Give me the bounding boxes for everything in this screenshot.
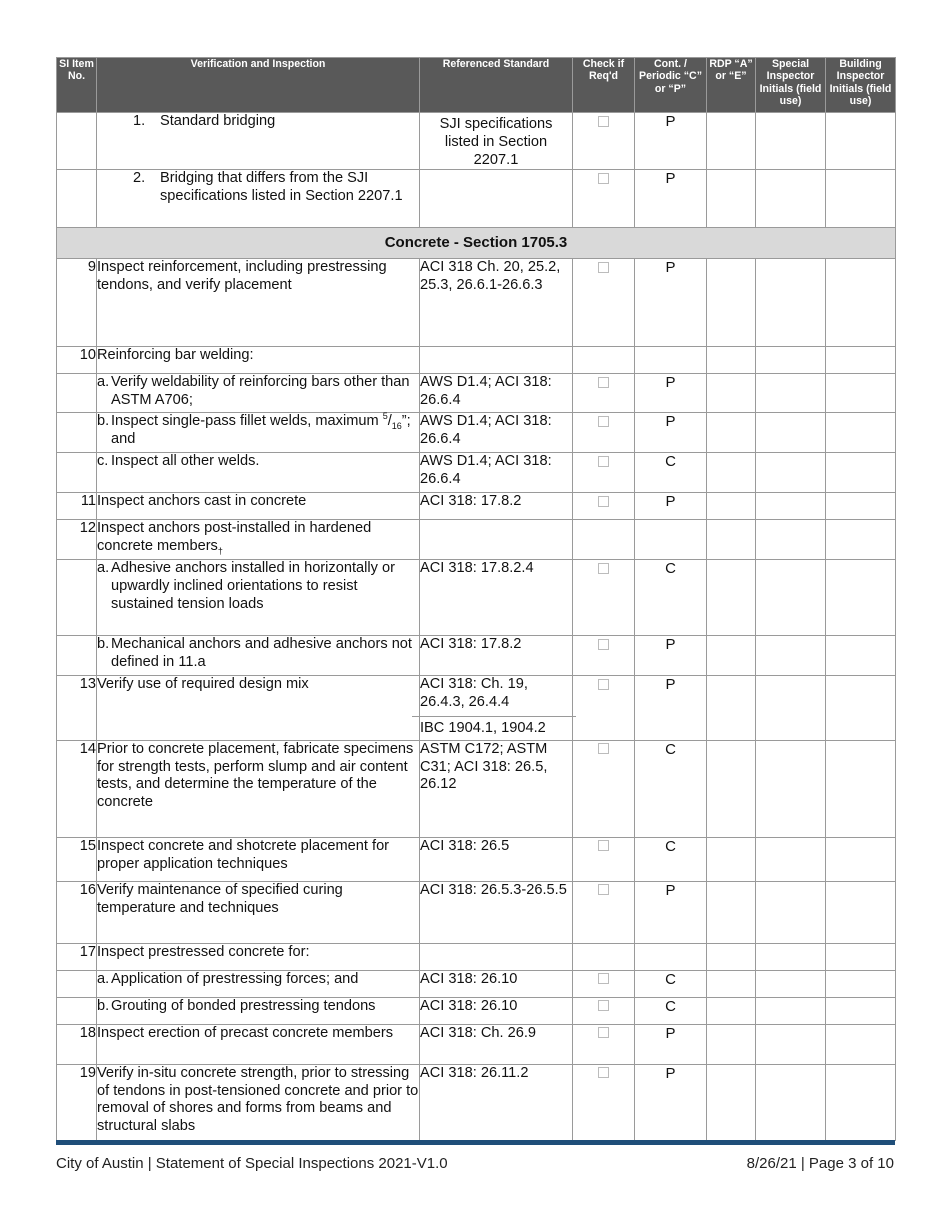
item-text: Inspect all other welds. (111, 453, 260, 470)
header-special-inspector: Special Inspector Initials (field use) (756, 58, 826, 113)
table-row (57, 493, 896, 520)
item-text: Adhesive anchors installed in horizontally or upwardly inclined orientations to resist sustained tension loads (111, 560, 395, 612)
special-initials-cell[interactable] (756, 1024, 826, 1064)
building-initials-cell[interactable] (826, 970, 896, 997)
referenced-standard: ACI 318: 26.10 (420, 997, 573, 1024)
referenced-standard: ACI 318 Ch. 20, 25.2, 25.3, 26.6.1-26.6.3 (420, 259, 573, 347)
referenced-standard: ACI 318: 17.8.2.4 (420, 560, 573, 636)
table-row (57, 636, 896, 676)
item-number: 2. (133, 170, 146, 187)
item-no: 13 (57, 676, 97, 740)
special-initials-cell[interactable] (756, 970, 826, 997)
item-no: 11 (57, 493, 97, 520)
item-text: Inspect prestressed concrete for: (97, 943, 420, 970)
cont-periodic-value: P (635, 113, 707, 170)
check-box[interactable] (598, 416, 609, 427)
item-number: 1. (133, 113, 146, 129)
cont-periodic-value: C (635, 997, 707, 1024)
building-initials-cell[interactable] (826, 1024, 896, 1064)
check-box[interactable] (598, 679, 609, 690)
rdp-cell[interactable] (707, 676, 756, 740)
rdp-cell[interactable] (707, 970, 756, 997)
table-row (57, 970, 896, 997)
item-letter: b. (97, 413, 110, 430)
item-no: 18 (57, 1024, 97, 1064)
table-row (57, 520, 896, 560)
cont-periodic-value: P (635, 170, 707, 228)
building-initials-cell[interactable] (826, 493, 896, 520)
building-initials-cell[interactable] (826, 740, 896, 837)
cont-periodic-value: C (635, 837, 707, 881)
check-box[interactable] (598, 840, 609, 851)
building-initials-cell[interactable] (826, 113, 896, 170)
header-item-no: SI Item No. (57, 58, 97, 113)
special-initials-cell[interactable] (756, 997, 826, 1024)
cont-periodic-value: P (635, 676, 707, 740)
special-initials-cell[interactable] (756, 493, 826, 520)
rdp-cell[interactable] (707, 259, 756, 347)
check-box[interactable] (598, 743, 609, 754)
item-letter: b. (97, 636, 110, 653)
building-initials-cell[interactable] (826, 453, 896, 493)
table-row (57, 740, 896, 837)
header-building-inspector: Building Inspector Initials (field use) (826, 58, 896, 113)
item-text: Application of prestressing forces; and (111, 970, 359, 987)
item-no: 19 (57, 1064, 97, 1140)
referenced-standard: ACI 318: 17.8.2 (420, 493, 573, 520)
special-initials-cell[interactable] (756, 453, 826, 493)
item-text: Verify use of required design mix (97, 676, 420, 740)
special-initials-cell[interactable] (756, 374, 826, 413)
rdp-cell[interactable] (707, 493, 756, 520)
rdp-cell[interactable] (707, 881, 756, 943)
special-initials-cell[interactable] (756, 881, 826, 943)
referenced-standard: AWS D1.4; ACI 318: 26.6.4 (420, 453, 573, 493)
item-letter: a. (97, 970, 110, 987)
item-text: Mechanical anchors and adhesive anchors not defined in 11.a (111, 636, 412, 671)
section-header-row (57, 228, 896, 259)
footer-divider (56, 1140, 895, 1145)
rdp-cell[interactable] (707, 374, 756, 413)
building-initials-cell[interactable] (826, 170, 896, 228)
special-initials-cell[interactable] (756, 170, 826, 228)
item-text: Bridging that differs from the SJI specifications listed in Section 2207.1 (160, 170, 403, 205)
item-text: Inspect reinforcement, including prestressing tendons, and verify placement (97, 259, 420, 347)
referenced-standard: ACI 318: 26.5.3-26.5.5 (420, 881, 573, 943)
rdp-cell[interactable] (707, 740, 756, 837)
referenced-standard: ACI 318: 26.10 (420, 970, 573, 997)
check-box[interactable] (598, 1000, 609, 1011)
check-box[interactable] (598, 262, 609, 273)
inspection-table (56, 57, 896, 1141)
item-no: 15 (57, 837, 97, 881)
referenced-standard: ACI 318: 17.8.2 (420, 636, 573, 676)
referenced-standard: ASTM C172; ASTM C31; ACI 318: 26.5, 26.12 (420, 740, 573, 837)
table-row (57, 113, 896, 170)
item-no: 12 (57, 520, 97, 560)
cont-periodic-value: P (635, 413, 707, 453)
special-initials-cell[interactable] (756, 259, 826, 347)
special-initials-cell[interactable] (756, 560, 826, 636)
header-check: Check if Req'd (573, 58, 635, 113)
item-text: Reinforcing bar welding: (97, 347, 420, 374)
check-box[interactable] (598, 173, 609, 184)
cont-periodic-value: P (635, 636, 707, 676)
special-initials-cell[interactable] (756, 1064, 826, 1140)
table-row (57, 170, 896, 228)
rdp-cell[interactable] (707, 113, 756, 170)
section-title: Concrete - Section 1705.3 (57, 228, 896, 259)
header-cont-periodic: Cont. / Periodic “C” or “P” (635, 58, 707, 113)
referenced-standard-secondary: IBC 1904.1, 1904.2 (412, 716, 576, 740)
special-initials-cell[interactable] (756, 636, 826, 676)
building-initials-cell[interactable] (826, 837, 896, 881)
building-initials-cell[interactable] (826, 413, 896, 453)
cont-periodic-value: P (635, 374, 707, 413)
table-row (57, 837, 896, 881)
rdp-cell[interactable] (707, 1024, 756, 1064)
check-box[interactable] (598, 563, 609, 574)
item-text: Inspect anchors post-installed in hardened concrete members (97, 520, 372, 555)
referenced-standard: ACI 318: 26.11.2 (420, 1064, 573, 1140)
referenced-standard (420, 170, 573, 228)
referenced-standard: ACI 318: 26.5 (420, 837, 573, 881)
header-verification: Verification and Inspection (97, 58, 420, 113)
footer-page-info: 8/26/21 | Page 3 of 10 (746, 1155, 894, 1172)
item-no: 9 (57, 259, 97, 347)
referenced-standard: ACI 318: Ch. 26.9 (420, 1024, 573, 1064)
check-box[interactable] (598, 456, 609, 467)
table-row (57, 374, 896, 413)
item-text: Verify in-situ concrete strength, prior to stressing of tendons in post-tensioned concrete and prior to removal of shores and forms from beams and structural slabs (97, 1064, 420, 1140)
table-row (57, 943, 896, 970)
building-initials-cell[interactable] (826, 374, 896, 413)
check-box[interactable] (598, 116, 609, 127)
rdp-cell[interactable] (707, 997, 756, 1024)
building-initials-cell[interactable] (826, 259, 896, 347)
item-no: 16 (57, 881, 97, 943)
cont-periodic-value: P (635, 1064, 707, 1140)
special-initials-cell[interactable] (756, 413, 826, 453)
referenced-standard: AWS D1.4; ACI 318: 26.6.4 (420, 413, 573, 453)
item-text: Inspect anchors cast in concrete (97, 493, 420, 520)
check-box[interactable] (598, 884, 609, 895)
item-text: Prior to concrete placement, fabricate specimens for strength tests, perform slump and air content tests, and determine the temperature of the concrete (97, 740, 420, 837)
check-box[interactable] (598, 1067, 609, 1078)
cont-periodic-value: P (635, 881, 707, 943)
item-letter: c. (97, 453, 109, 470)
table-row (57, 347, 896, 374)
referenced-standard: AWS D1.4; ACI 318: 26.6.4 (420, 374, 573, 413)
rdp-cell[interactable] (707, 170, 756, 228)
cont-periodic-value: C (635, 740, 707, 837)
item-text: Grouting of bonded prestressing tendons (111, 997, 376, 1014)
building-initials-cell[interactable] (826, 560, 896, 636)
footer-document-title: City of Austin | Statement of Special Inspections 2021-V1.0 (56, 1155, 448, 1172)
table-row (57, 997, 896, 1024)
check-box[interactable] (598, 1027, 609, 1038)
rdp-cell[interactable] (707, 636, 756, 676)
item-no: 17 (57, 943, 97, 970)
item-letter: b. (97, 997, 110, 1014)
check-box[interactable] (598, 377, 609, 388)
item-text: Inspect concrete and shotcrete placement for proper application techniques (97, 837, 420, 881)
check-box[interactable] (598, 973, 609, 984)
special-initials-cell[interactable] (756, 676, 826, 740)
item-text: Verify maintenance of specified curing temperature and techniques (97, 881, 420, 943)
item-text: Standard bridging (160, 113, 276, 129)
item-text: Verify weldability of reinforcing bars other than ASTM A706; (111, 374, 410, 409)
rdp-cell[interactable] (707, 413, 756, 453)
item-no: 10 (57, 347, 97, 374)
table-row (57, 413, 896, 453)
rdp-cell[interactable] (707, 837, 756, 881)
cont-periodic-value: P (635, 1024, 707, 1064)
building-initials-cell[interactable] (826, 636, 896, 676)
item-text: Inspect single-pass fillet welds, maximum $^5/_{16}$”; and (111, 411, 411, 448)
check-box[interactable] (598, 639, 609, 650)
special-initials-cell[interactable] (756, 113, 826, 170)
cont-periodic-value: C (635, 453, 707, 493)
cont-periodic-value: C (635, 970, 707, 997)
cont-periodic-value: P (635, 493, 707, 520)
item-letter: a. (97, 560, 110, 577)
item-letter: a. (97, 374, 110, 391)
table-header-row (57, 58, 896, 113)
building-initials-cell[interactable] (826, 676, 896, 740)
cont-periodic-value: P (635, 259, 707, 347)
special-initials-cell[interactable] (756, 837, 826, 881)
building-initials-cell[interactable] (826, 997, 896, 1024)
table-row (57, 453, 896, 493)
referenced-standard: ACI 318: Ch. 19, 26.4.3, 26.4.4 (420, 676, 528, 711)
referenced-standard: SJI specifications listed in Section 2207.1 (420, 113, 573, 170)
check-box[interactable] (598, 496, 609, 507)
building-initials-cell[interactable] (826, 881, 896, 943)
building-initials-cell[interactable] (826, 1064, 896, 1140)
table-row (57, 259, 896, 347)
rdp-cell[interactable] (707, 1064, 756, 1140)
header-rdp: RDP “A” or “E” (707, 58, 756, 113)
rdp-cell[interactable] (707, 453, 756, 493)
item-text: Inspect erection of precast concrete members (97, 1024, 420, 1064)
rdp-cell[interactable] (707, 560, 756, 636)
header-standard: Referenced Standard (420, 58, 573, 113)
table-row (57, 1024, 896, 1064)
table-row (57, 881, 896, 943)
item-no: 14 (57, 740, 97, 837)
table-row (57, 676, 896, 740)
table-row (57, 560, 896, 636)
dagger-mark: † (217, 546, 223, 557)
special-initials-cell[interactable] (756, 740, 826, 837)
cont-periodic-value: C (635, 560, 707, 636)
table-row (57, 1064, 896, 1140)
